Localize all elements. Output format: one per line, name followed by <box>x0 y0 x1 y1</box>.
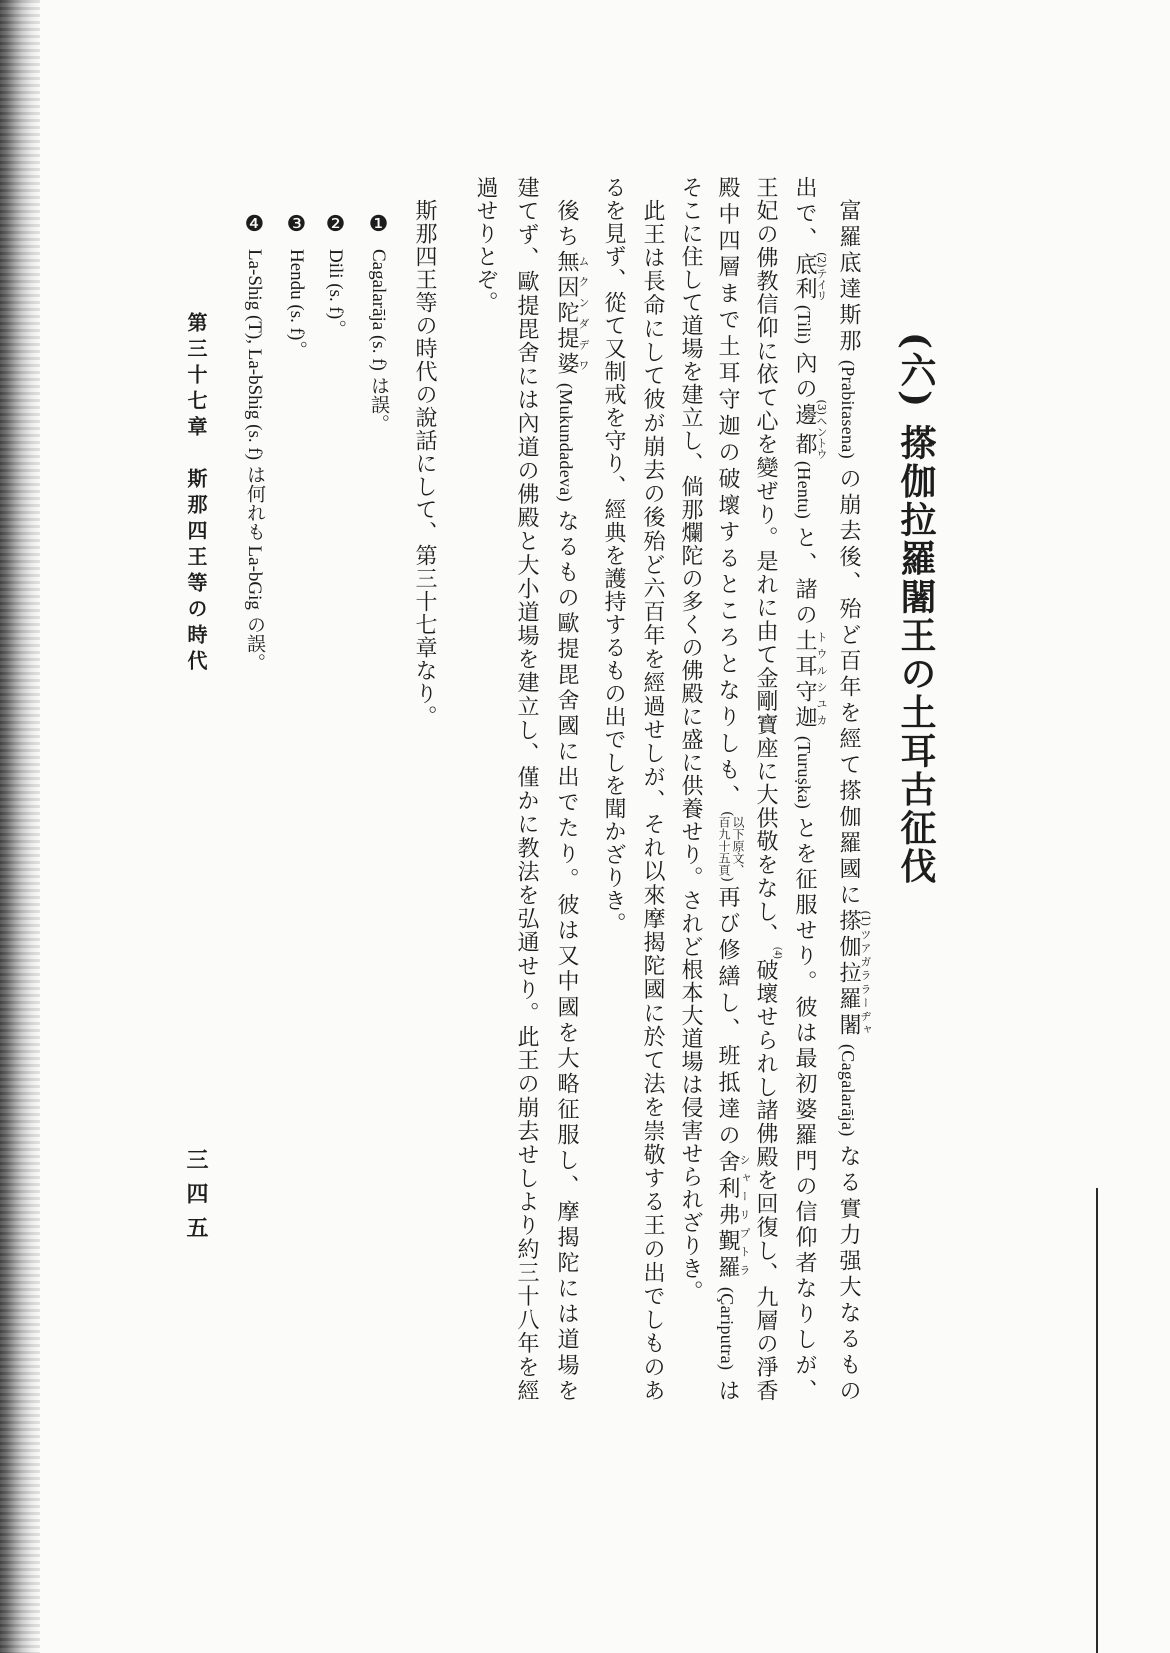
ruby-term <box>792 399 828 460</box>
ruby-base: 搽伽拉羅闍 <box>836 909 861 1040</box>
latin-term: (Mukundadeva) <box>556 383 576 502</box>
text-column-7 <box>589 176 637 935</box>
ruby-base: 舍利弗覲羅 <box>715 1150 740 1283</box>
footnote-text: Hendu (s. f)。 <box>286 249 307 360</box>
column-text: 過せりとぞ。 <box>473 176 498 314</box>
ruby-reading: (3)ヘントウ <box>815 399 828 460</box>
annotation-close-paren: ) <box>719 876 735 882</box>
text-column-9 <box>502 176 550 1402</box>
column-text: とを征服せり。彼は最初婆羅門の信仰者なりしが、 <box>792 813 817 1403</box>
ruby-term <box>554 250 590 379</box>
ruby-reading: (1)ツアガララーヂャ <box>859 909 872 1037</box>
text-column-1 <box>824 199 872 1402</box>
column-text: 再び修繕し、班抵達の <box>715 881 740 1150</box>
section-heading <box>892 332 940 886</box>
ruby-term <box>836 909 872 1040</box>
ruby-term <box>715 1150 751 1283</box>
column-text: の崩去後、殆ど百年を經て搽伽羅國に <box>836 463 861 910</box>
text-column-10 <box>461 176 509 314</box>
column-text: 此王は長命にして彼が崩去の後殆ど六百年を經過せしが、それ以來摩揭陀國に於て法を崇敬する王の出でしものあ <box>640 199 665 1402</box>
footnote-3 <box>276 212 316 359</box>
ruby-base: 土耳守迦 <box>792 628 817 731</box>
latin-term: (Hentu) <box>794 460 814 519</box>
footnote-1 <box>358 212 398 433</box>
section-title: 搽伽拉羅闍王の土耳古征伐 <box>895 423 937 886</box>
ruby-reading: ムクンダデワ <box>577 250 590 376</box>
column-text: 破壞せられし諸佛殿を回復し、九層の淨香 <box>753 958 778 1403</box>
ruby-reading: トウルシユカ <box>815 628 828 729</box>
text-column-11 <box>400 199 448 728</box>
note-reference-marker: (4) <box>772 946 783 959</box>
ruby-term <box>792 252 828 301</box>
latin-term: (Prabitasena) <box>838 360 858 459</box>
column-text: なる實力强大なるもの <box>836 1141 861 1403</box>
footnote-marker: ❷ <box>323 212 348 237</box>
ruby-term <box>792 628 828 731</box>
column-text: 斯那四王等の時代の說話にして、第三十七章なり。 <box>412 199 437 728</box>
column-text: そこに住して道場を建立し、倘那爛陀の多くの佛殿に盛に供養せり。されど根本大道場は侵害せられざりき。 <box>678 176 703 1303</box>
ruby-reading: シャーリプトラ <box>738 1150 751 1279</box>
column-text: るを見ず、從て又制戒を守り、經典を護持するもの出でしを聞かざりき。 <box>601 176 626 935</box>
latin-term: (Çariputra) <box>717 1287 737 1371</box>
ruby-base: 底利 <box>792 252 817 301</box>
column-text: は <box>715 1375 740 1403</box>
page-number: 三四五 <box>183 1148 209 1250</box>
footnote-text: La-Shig (T), La-bShig (s. f) は何れも La-bGig の誤。 <box>244 249 265 672</box>
column-text: 王妃の佛教信仰に依て心を變ぜり。是れに由て金剛寶座に大供敬をなし、 <box>753 176 778 947</box>
footnote-4 <box>234 212 274 672</box>
column-text: 建てず、歐提毘舍には內道の佛殿と大小道場を建立し、僅かに教法を弘通せり。此王の崩去せしより約三十八年を經 <box>514 176 539 1402</box>
inline-annotation <box>717 811 745 882</box>
column-text: 出で、 <box>792 176 817 253</box>
column-text: と、諸の <box>792 523 817 629</box>
column-text: 內の <box>792 349 817 403</box>
column-text: なるもの歐提毘舍國に出でたり。彼は又中國を大略征服し、摩揭陀には道場を <box>554 506 579 1403</box>
footnote-marker: ❸ <box>284 212 309 237</box>
column-text: 殿中四層まで土耳守迦の破壞するところとなりしも、 <box>715 176 740 812</box>
annotation-line-2: 百九十五頁 <box>717 816 731 877</box>
footnote-text: Cagalarāja (s. f) は誤。 <box>368 249 389 433</box>
latin-term: (Cagalarāja) <box>838 1044 858 1137</box>
footnote-text: Dili (s. f)。 <box>325 249 346 339</box>
running-head: 第三十七章 斯那四王等の時代 <box>184 312 208 676</box>
footnote-2 <box>315 212 355 338</box>
footnote-marker: ❶ <box>366 212 391 237</box>
ruby-reading: (2)テイリ <box>815 252 828 301</box>
section-number: (六) <box>895 332 937 410</box>
ruby-base: 無因陀提婆 <box>554 250 579 379</box>
ruby-base: 邊都 <box>792 399 817 460</box>
column-text: 後ち <box>554 199 579 251</box>
column-text: 富羅底達斯那 <box>836 199 861 356</box>
scan-edge-line <box>1096 1188 1098 1653</box>
footnote-marker: ❹ <box>242 212 267 237</box>
annotation-open-paren: ( <box>719 811 735 817</box>
annotation-line-1: 以下原文、 <box>731 816 745 877</box>
latin-term: (Tili) <box>794 305 814 345</box>
scan-edge-shadow <box>0 0 40 1653</box>
annotation-split-lines <box>717 816 745 876</box>
latin-term: (Turuṣka) <box>794 735 814 809</box>
